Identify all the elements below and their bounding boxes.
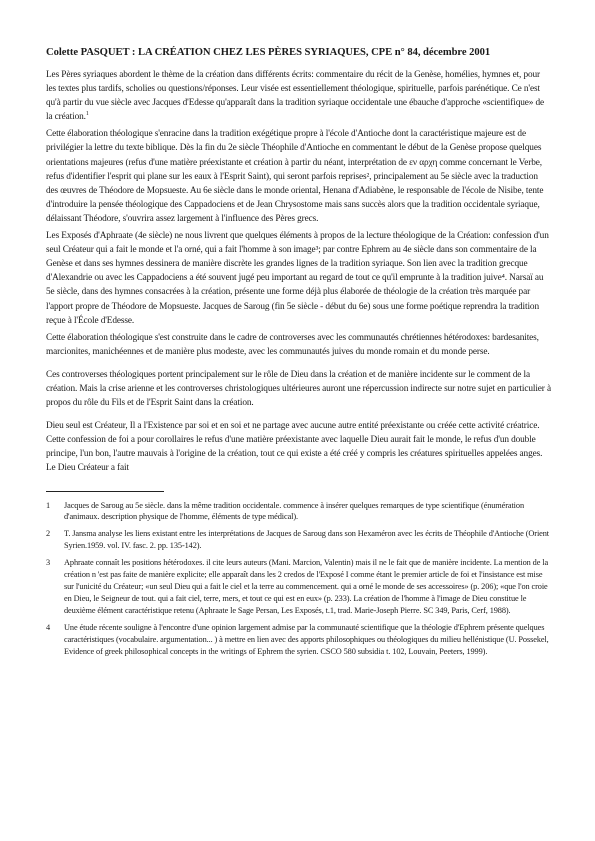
- paragraph: [46, 68, 551, 124]
- footnote: [46, 557, 551, 617]
- paragraph-text: Ces controverses théologiques portent principalement sur le rôle de Dieu dans la création et de manière incidente sur le comment de la création. Mais la crise arienne et les controverses christologiques ultérieures auront une répercussion indirecte sur notre sujet en particulier à propos du rôle du Fils et de l'Esprit Saint dans la création.: [46, 369, 551, 409]
- paragraph: [46, 419, 551, 475]
- paragraph: [46, 127, 551, 226]
- paragraph: [46, 229, 551, 328]
- footnote-ref[interactable]: 1: [85, 111, 89, 118]
- footnote-number: 1: [46, 500, 51, 510]
- paragraph-text: Les Pères syriaques abordent le thème de la création dans différents écrits: commentaire du récit de la Genèse, homélies, hymnes et, pour les textes plus tardifs, scholies ou questions/réponses. Leur visée est essentiellement théologique, spirituelle, parfois parénétique. Ce n'est qu'à partir du vue siècle avec Jacques d'Edesse qu'apparaît dans la tradition syriaque occidentale une ébauche d'approche «scientifique» de la création.: [46, 70, 545, 123]
- document-page: [46, 46, 551, 662]
- paragraph: [46, 331, 551, 359]
- footnote-text: Jacques de Saroug au 5e siècle. dans la même tradition occidentale. commence à insérer quelques remarques de type scientifique (énumération d'animaux. description physique de l'homme, éléments de type médical).: [64, 500, 524, 522]
- footnote: [46, 528, 551, 552]
- paragraph-text: Les Exposés d'Aphraate (4e siècle) ne nous livrent que quelques éléments à propos de la lecture théologique de la Création: confession d'un seul Créateur qui a fait le monde et l'a orné, qui a fait l'homme à son image³; par contre Ephrem au 4e siècle dans son commentaire de la Genèse et dans ses hymnes dessinera de manière discrète les grandes lignes de la tradition syriaque. Son lien avec la tradition grecque d'Alexandrie ou avec les Cappadociens a été souvent jugé peu important au regard de tout ce qu'il emprunte à la tradition juive⁴. Narsaï au 5e siècle, dans des hymnes consacrées à la création, présente une forme déjà plus élaborée de théologie de la création très marquée par l'apport propre de Théodore de Mopsueste. Jacques de Saroug (fin 5e siècle - début du 6e) sous une forme poétique reprendra la tradition reçue à l'École d'Edesse.: [46, 231, 549, 326]
- footnote-text: T. Jansma analyse les liens existant entre les interprétations de Jacques de Saroug dans son Hexaméron avec les écrits de Théophile d'Antioche (Orient Syrien.1959. vol. IV. fasc. 2. pp. 135-142).: [64, 529, 549, 551]
- paragraph-text: Dieu seul est Créateur, Il a l'Existence par soi et en soi et ne partage avec aucune autre entité préexistante ou créée cette activité créatrice. Cette confession de foi a pour corollaires le refus d'une matière préexistante avec laquelle Dieu aurait fait le monde, le refus d'un double principe, l'un bon, l'autre mauvais à l'origine de la création, tout ce qui existe a été créé y compris les créatures spirituelles appelées anges. Le Dieu Créateur a fait: [46, 421, 543, 474]
- footnote-text: Aphraate connaît les positions hétérodoxes. il cite leurs auteurs (Mani. Marcion, Valentin) mais il ne le fait que de manière incidente. La mention de la création n 'est pas faite de manière explicite; elle apparaît dans les 2 credos de l'Exposé I comme étant le premier article de foi et l'insistance est mise sur l'unicité du Créateur; «un seul Dieu qui a fait le ciel et la terre au commencement. qui a orné le monde de ses accessoires» (p. 206); «que l'on croie en Dieu, le Seigneur de tout. qui a fait ciel, terre, mers, et tout ce qui est en eux» (p. 233). La création de l'homme à l'image de Dieu constitue le deuxième élément caractéristique retenu (Aphraate le Sage Persan, Les Exposés, t.1, trad. Marie-Joseph Pierre. SC 349, Paris, Cerf, 1988).: [64, 558, 549, 615]
- footnote-number: 2: [46, 529, 51, 539]
- footnote: [46, 622, 551, 658]
- page-title: Colette PASQUET : LA CRÉATION CHEZ LES PÈRES SYRIAQUES, CPE n° 84, décembre 2001: [46, 47, 491, 58]
- footnote-number: 4: [46, 622, 51, 632]
- paragraph-text: Cette élaboration théologique s'enracine dans la tradition exégétique propre à l'école d'Antioche dont la caractéristique majeure est de privilégier la lettre du texte biblique. Dès la fin du 2e siècle Théophile d'Antioche en commentant le début de la Genèse propose quelques orientations majeures (refus d'une matière préexistante et création à partir du néant, interprétation de εν αρχη comme concernant le Verbe, refus d'identifier l'esprit qui plane sur les eaux à l'Esprit Saint), qui seront parfois reprises², principalement au 5e siècle avec la traduction des œuvres de Théodore de Mopsueste. Au 6e siècle dans le monde oriental, Henana d'Adiabène, le responsable de l'école de Nisibe, tente d'introduire la pensée théologique des Cappadociens et de Jean Chrysostome mais sans succès alors que la tradition occidentale syriaque, délaissant Théodore, s'ouvrira assez largement à l'influence des Pères grecs.: [46, 129, 544, 224]
- footnote-number: 3: [46, 558, 51, 568]
- paragraph-text: Cette élaboration théologique s'est construite dans le cadre de controverses avec les communautés chrétiennes hétérodoxes: bardesanites, marcionites, manichéennes et de manière plus modeste, avec les communautés juives du monde romain et du monde perse.: [46, 332, 539, 357]
- footnote: [46, 500, 551, 524]
- paragraph: [46, 368, 551, 410]
- footnote-text: Une étude récente souligne à l'encontre d'une opinion largement admise par la communauté scientifique que la théologie d'Ephrem présente quelques caractéristiques (vocabulaire. argumentation... ) à mettre en lien avec des apports philosophiques ou théologiques du milieu hellénistique (U. Possekel, Evidence of greek philosophical concepts in the writings of Ephrem the syrien. CSCO 580 subsidia t. 102, Louvain, Peeters, 1999).: [64, 622, 549, 656]
- footnote-separator: [46, 491, 164, 492]
